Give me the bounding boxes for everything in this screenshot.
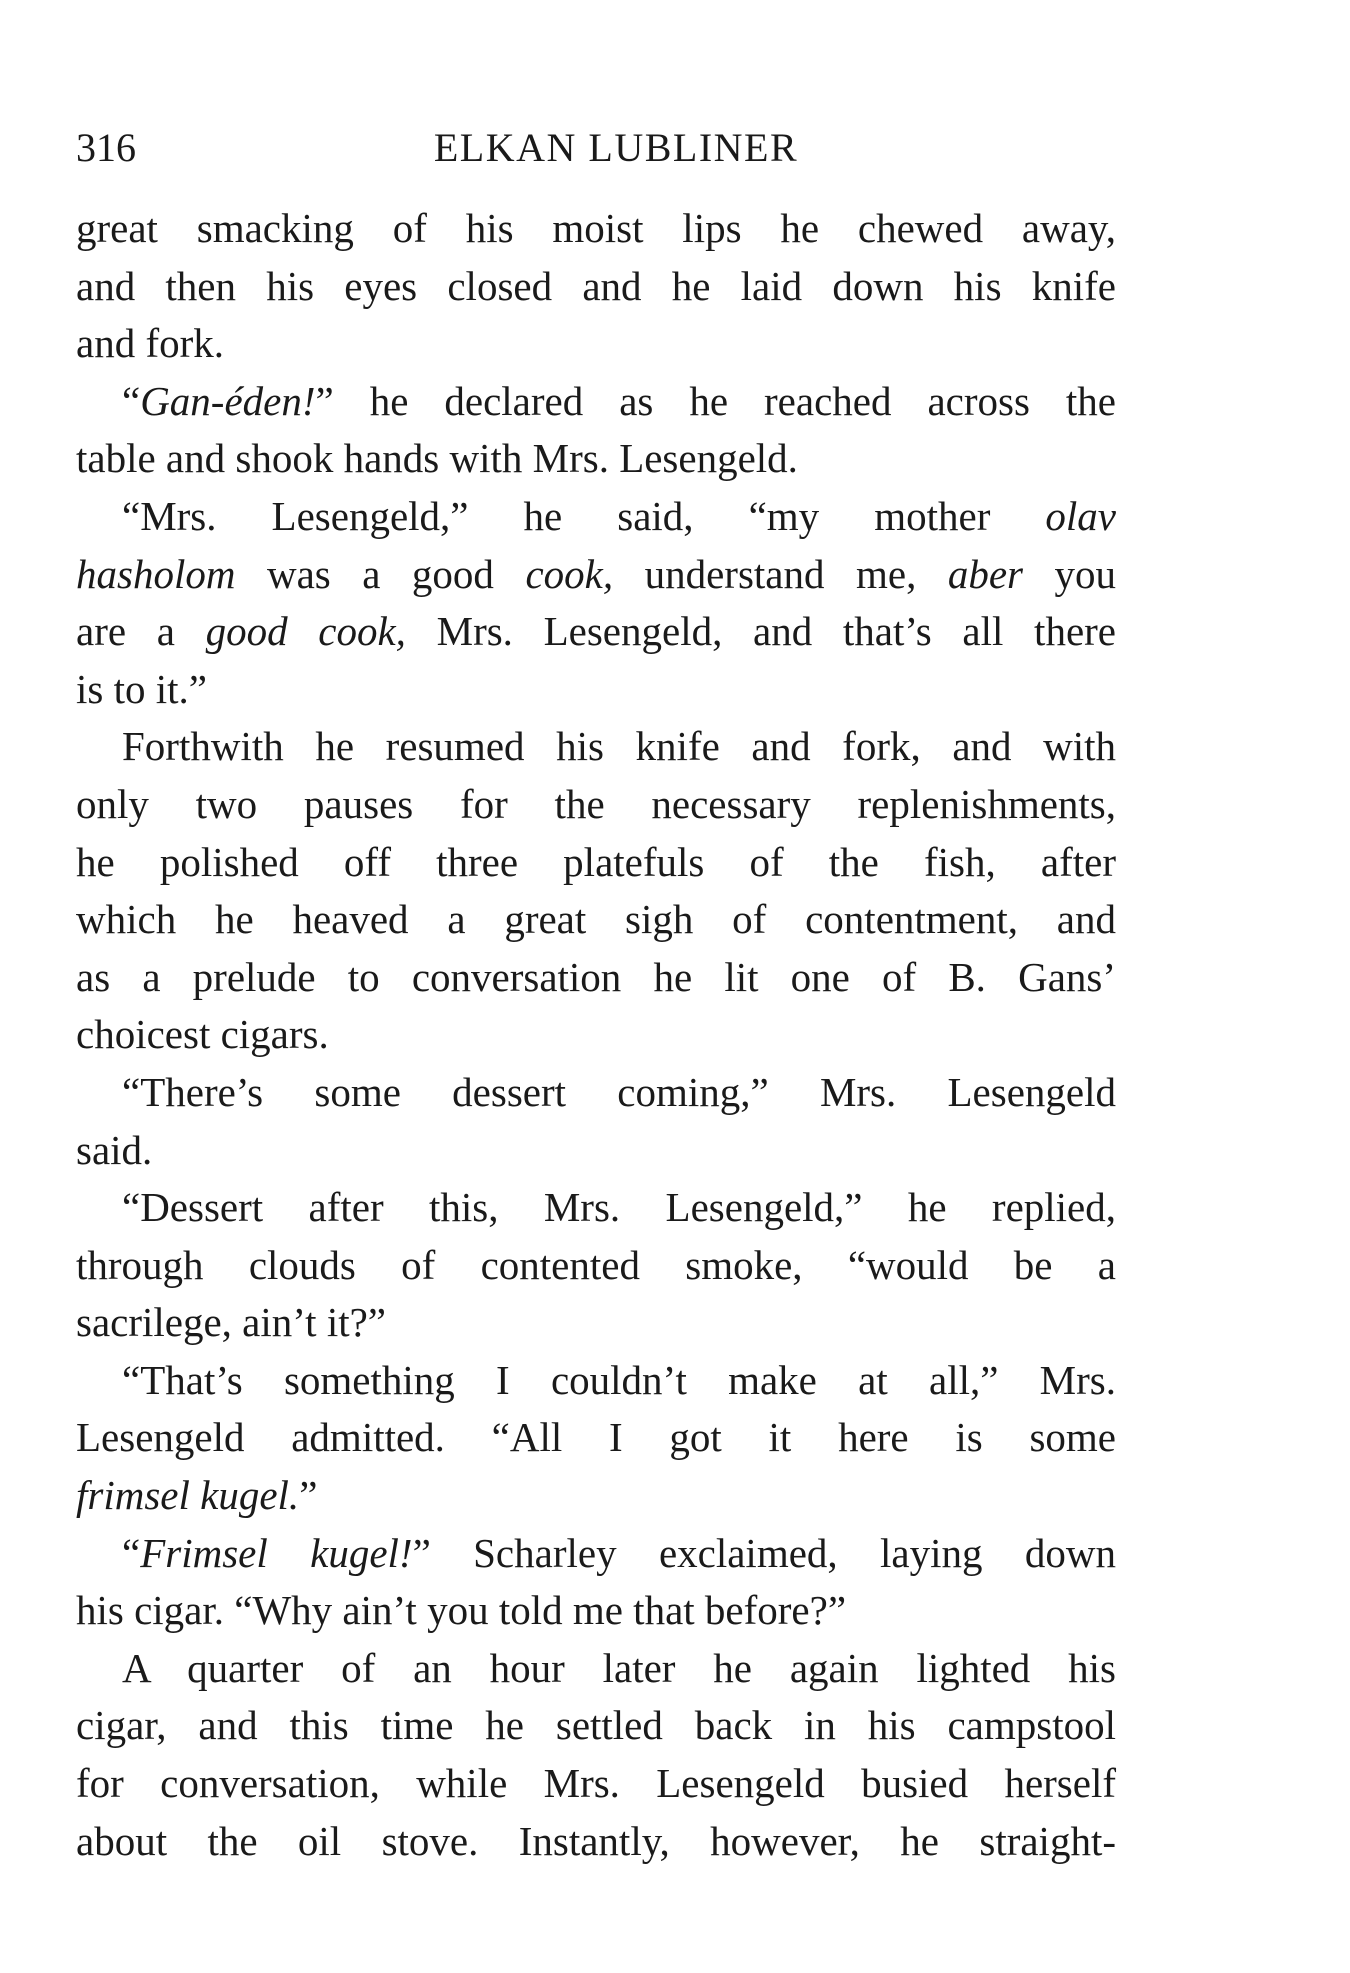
italic-segment: aber	[947, 550, 1023, 597]
text-line-5: table and shook hands with Mrs. Lesengeld.	[76, 435, 798, 482]
italic-segment: good cook,	[205, 608, 406, 655]
text-line-14: as a prelude to conversation he lit one of B. Gans’	[76, 953, 1116, 1000]
text-line-1: great smacking of his moist lips he chewed away,	[76, 205, 1116, 251]
running-head	[76, 120, 1116, 176]
italic-segment: hasholom	[76, 550, 236, 597]
text-line-2: and then his eyes closed and he laid down his knife	[76, 262, 1116, 309]
text-line-13: which he heaved a great sigh of contentment, and	[76, 896, 1116, 943]
page-number: 316	[76, 125, 136, 170]
text-line-11: only two pauses for the necessary replenishments,	[76, 780, 1116, 827]
text-line-28: for conversation, while Mrs. Lesengeld busied herself	[76, 1760, 1116, 1807]
text-segment: ” he declared as he reached across the	[315, 377, 1116, 424]
text-segment: ”	[299, 1472, 318, 1519]
text-line-22: Lesengeld admitted. “All I got it here is some	[76, 1414, 1116, 1461]
text-line-3: and fork.	[76, 320, 225, 367]
text-segment: “Mrs. Lesengeld,” he said, “my mother	[122, 492, 1046, 539]
text-line-7	[76, 546, 1116, 604]
italic-segment: frimsel kugel.	[76, 1472, 300, 1519]
text-line-16: “There’s some dessert coming,” Mrs. Lesengeld	[122, 1068, 1116, 1115]
text-segment: was a good	[235, 550, 526, 597]
text-line-27: cigar, and this time he settled back in his campstool	[76, 1702, 1116, 1749]
text-line-26: A quarter of an hour later he again lighted his	[122, 1644, 1116, 1691]
text-line-8	[76, 603, 1116, 661]
text-segment: you	[1023, 550, 1117, 597]
text-segment: “	[122, 377, 141, 424]
italic-segment: olav	[1045, 492, 1116, 539]
body-text	[76, 200, 1116, 1870]
text-line-25: his cigar. “Why ain’t you told me that before?”	[76, 1587, 847, 1634]
text-line-29: about the oil stove. Instantly, however, he straight-	[76, 1817, 1116, 1864]
text-segment: ” Scharley exclaimed, laying down	[412, 1529, 1116, 1576]
italic-segment: Frimsel kugel!	[140, 1529, 413, 1576]
text-line-23	[76, 1467, 1116, 1525]
text-line-12: he polished off three platefuls of the fish, after	[76, 838, 1116, 885]
italic-segment: Gan-éden!	[140, 377, 316, 424]
running-title: ELKAN LUBLINER	[433, 125, 799, 170]
text-line-24	[76, 1525, 1116, 1583]
text-line-9: is to it.”	[76, 665, 207, 712]
text-line-19: through clouds of contented smoke, “would be a	[76, 1241, 1116, 1288]
text-line-20: sacrilege, ain’t it?”	[76, 1299, 387, 1346]
text-segment: “	[122, 1529, 141, 1576]
text-line-6	[76, 488, 1116, 546]
text-line-17: said.	[76, 1126, 153, 1173]
italic-segment: cook,	[525, 550, 614, 597]
text-line-4	[76, 373, 1116, 431]
text-line-21: “That’s something I couldn’t make at all,” Mrs.	[122, 1356, 1116, 1403]
text-line-15: choicest cigars.	[76, 1011, 329, 1058]
text-line-10: Forthwith he resumed his knife and fork, and with	[122, 723, 1116, 770]
text-segment: Mrs. Lesengeld, and that’s all there	[405, 608, 1116, 655]
text-segment: understand me,	[613, 550, 948, 597]
text-line-18: “Dessert after this, Mrs. Lesengeld,” he replied,	[122, 1184, 1116, 1231]
text-segment: are a	[76, 608, 206, 655]
